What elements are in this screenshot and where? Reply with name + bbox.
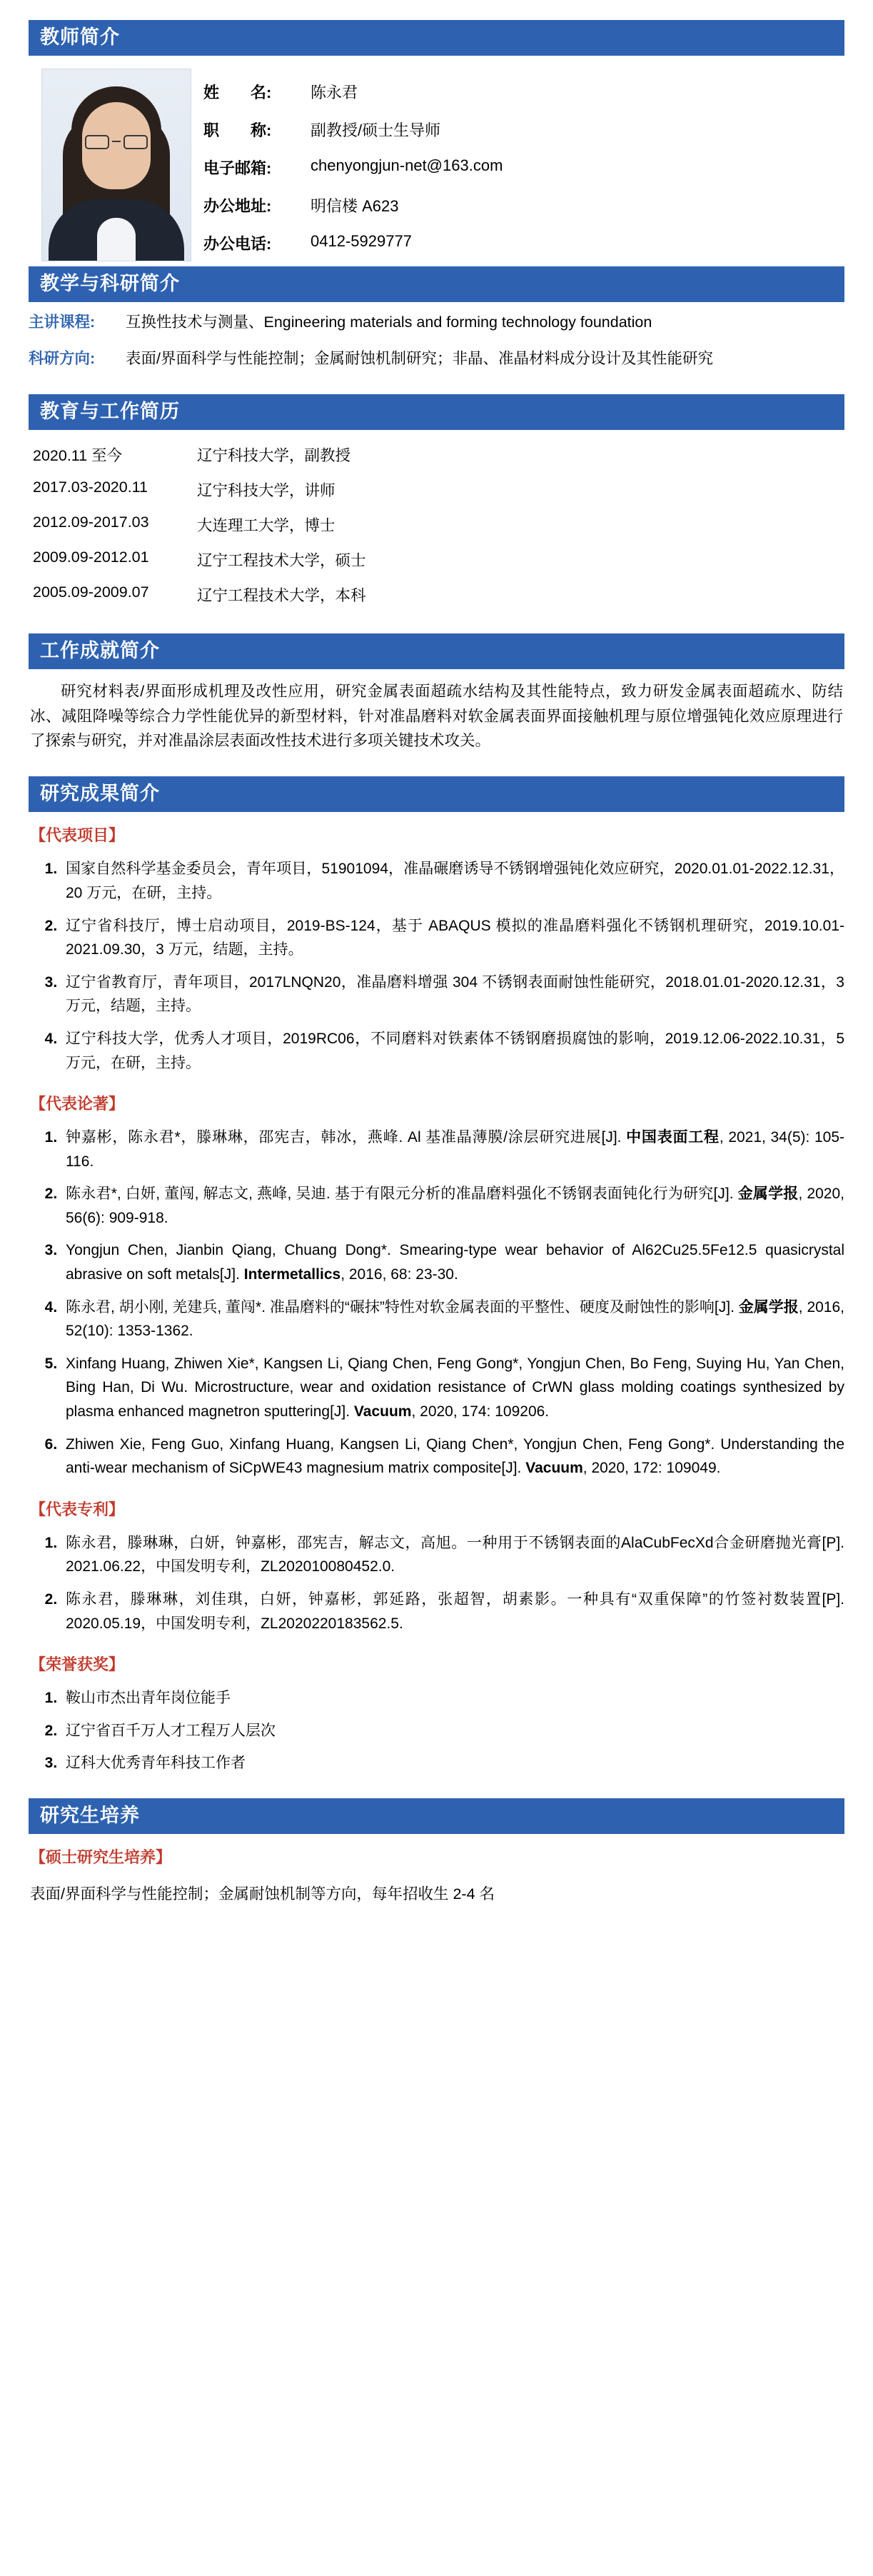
list-item: 2. 辽宁省科技厅，博士启动项目，2019-BS-124，基于 ABAQUS 模拟的准晶磨料强化不锈钢机理研究，2019.10.01-2021.09.30，3 万元，结题，主持。	[61, 910, 844, 966]
section-header-teaching-research: 教学与科研简介	[29, 266, 844, 302]
table-row	[203, 149, 844, 186]
education-list	[29, 430, 844, 615]
value-name: 陈永君	[311, 84, 358, 102]
paper-text-post: , 2020, 56(6): 909-918.	[66, 1186, 844, 1226]
list-item	[29, 542, 844, 577]
course-label: 主讲课程:	[29, 314, 96, 331]
section-header-achievement: 工作成就简介	[29, 633, 844, 669]
list-item	[29, 472, 844, 507]
value-title: 副教授/硕士生导师	[311, 121, 441, 140]
avatar	[41, 69, 191, 261]
list-item: 4. 辽宁科技大学，优秀人才项目，2019RC06，不同磨料对铁素体不锈钢磨损腐蚀的影响，2019.12.06-2022.10.31，5 万元，在研，主持。	[61, 1023, 844, 1079]
education-date: 2017.03-2020.11	[33, 478, 148, 496]
direction-label: 科研方向:	[29, 350, 96, 368]
list-item: 2. 辽宁省百千万人才工程万人层次	[61, 1715, 844, 1748]
label-name: 姓 名:	[203, 84, 272, 102]
section-header-education: 教育与工作简历	[29, 394, 844, 430]
value-email: chenyongjun-net@163.com	[311, 156, 503, 175]
label-email: 电子邮箱:	[203, 159, 272, 178]
paper-text-post: , 2020, 172: 109049.	[582, 1460, 721, 1477]
label-title: 职 称:	[203, 121, 272, 140]
paper-journal: Vacuum	[525, 1460, 583, 1477]
list-item	[61, 1121, 844, 1178]
paper-journal: Vacuum	[353, 1403, 412, 1420]
projects-list	[29, 853, 844, 1079]
list-item	[61, 1291, 844, 1348]
list-item: 3. 辽科大优秀青年科技工作者	[61, 1747, 844, 1780]
paper-journal: Intermetallics	[243, 1266, 341, 1283]
avatar-wrap	[29, 66, 203, 261]
section-header-results: 研究成果简介	[29, 776, 844, 812]
education-date: 2009.09-2012.01	[33, 548, 149, 566]
education-what: 大连理工大学，博士	[197, 516, 335, 534]
list-item: 1. 陈永君，滕琳琳，白妍，钟嘉彬，邵宪吉，解志文，高旭。一种用于不锈钢表面的AlaCubFecXd合金研磨抛光膏[P]. 2021.06.22，中国发明专利，ZL202010080452.0.	[61, 1527, 844, 1583]
paper-text-pre: 陈永君*, 白妍, 董闯, 解志文, 燕峰, 吴迪. 基于有限元分析的准晶磨料强化不锈钢表面钝化行为研究[J].	[66, 1186, 738, 1203]
paper-text-post: , 2021, 34(5): 105-116.	[66, 1129, 844, 1170]
education-date: 2020.11 至今	[33, 446, 123, 464]
education-date: 2005.09-2009.07	[33, 583, 149, 601]
education-what: 辽宁科技大学，讲师	[197, 481, 335, 499]
value-office: 明信楼 A623	[311, 197, 399, 216]
list-item	[29, 437, 844, 472]
paper-journal: 金属学报	[737, 1186, 799, 1203]
achievement-paragraph: 研究材料表/界面形成机理及改性应用，研究金属表面超疏水结构及其性能特点，致力研发金属表面超疏水、防结冰、减阻降噪等综合力学性能优异的新型材料，针对准晶磨料对软金属表面界面接触机理与原位增强钝化效应原理进行了探索与研究，并对准晶涂层表面改性技术进行多项关键技术攻关。	[30, 682, 843, 750]
subheading-papers: 【代表论著】	[30, 1095, 125, 1113]
list-item	[29, 577, 844, 612]
value-phone: 0412-5929777	[311, 232, 412, 251]
education-date: 2012.09-2017.03	[33, 513, 149, 531]
papers-list	[29, 1121, 844, 1485]
list-item	[29, 507, 844, 542]
glasses-icon	[84, 135, 149, 151]
profile-info-table	[203, 73, 844, 262]
master-text: 表面/界面科学与性能控制；金属耐蚀机制等方向，每年招收生 2-4 名	[30, 1885, 495, 1903]
section-header-graduate: 研究生培养	[29, 1798, 844, 1834]
subheading-projects: 【代表项目】	[30, 826, 125, 845]
paper-journal: 金属学报	[738, 1298, 799, 1315]
list-item	[61, 1348, 844, 1428]
patents-list	[29, 1527, 844, 1640]
subheading-patents: 【代表专利】	[30, 1500, 125, 1518]
label-phone: 办公电话:	[203, 235, 272, 254]
table-row	[203, 111, 844, 149]
avatar-shirt	[97, 218, 136, 261]
list-item	[61, 1234, 844, 1290]
paper-journal: 中国表面工程	[626, 1129, 720, 1146]
list-item	[61, 1428, 844, 1485]
paper-text-pre: Zhiwen Xie, Feng Guo, Xinfang Huang, Kangsen Li, Qiang Chen*, Yongjun Chen, Feng Gong*. Understanding the anti-wear mechanism of SiCpWE43 magnesium matrix composite[J].	[66, 1435, 844, 1477]
list-item: 3. 辽宁省教育厅，青年项目，2017LNQN20，准晶磨料增强 304 不锈钢表面耐蚀性能研究，2018.01.01-2020.12.31，3 万元，结题，主持。	[61, 966, 844, 1023]
profile-block	[29, 56, 844, 266]
paper-text-post: , 2016, 52(10): 1353-1362.	[66, 1298, 845, 1340]
direction-row	[29, 339, 844, 375]
list-item	[61, 1178, 844, 1234]
subheading-master: 【硕士研究生培养】	[30, 1848, 172, 1867]
list-item: 2. 陈永君，滕琳琳，刘佳琪，白妍，钟嘉彬，郭延路，张超智，胡素影。一种具有“双重保障”的竹签衬数装置[P]. 2020.05.19，中国发明专利，ZL2020220183562.5.	[61, 1583, 844, 1640]
label-office: 办公地址:	[203, 197, 272, 216]
table-row	[203, 224, 844, 262]
course-value: 互换性技术与测量、Engineering materials and forming technology foundation	[126, 314, 652, 331]
subheading-honors: 【荣誉获奖】	[30, 1655, 125, 1674]
paper-text-pre: Xinfang Huang, Zhiwen Xie*, Kangsen Li, Qiang Chen, Feng Gong*, Yongjun Chen, Bo Feng, Suying Hu, Yan Chen, Bing Han, Di Wu. Microstructure, wear and oxidation resistance of CrWN glass molding coatings synthesized by plasma enhanced magnetron sputtering[J].	[66, 1355, 844, 1420]
paper-text-pre: 钟嘉彬，陈永君*，滕琳琳，邵宪吉，韩冰，燕峰. Al 基准晶薄膜/涂层研究进展[J].	[66, 1129, 627, 1146]
table-row	[203, 186, 844, 224]
education-what: 辽宁科技大学，副教授	[197, 446, 351, 464]
table-row	[203, 73, 844, 111]
paper-text-pre: Yongjun Chen, Jianbin Qiang, Chuang Dong*. Smearing-type wear behavior of Al62Cu25.5Fe12.5 quasicrystal abrasive on soft metals[J].	[66, 1242, 844, 1283]
course-row	[29, 302, 844, 339]
paper-text-pre: 陈永君, 胡小刚, 羌建兵, 董闯*. 准晶磨料的“碾抹”特性对软金属表面的平整性、硬度及耐蚀性的影响[J].	[66, 1298, 739, 1315]
education-what: 辽宁工程技术大学，硕士	[197, 551, 366, 569]
paper-text-post: , 2020, 174: 109206.	[411, 1403, 550, 1420]
education-what: 辽宁工程技术大学，本科	[197, 586, 366, 604]
paper-text-post: , 2016, 68: 23-30.	[340, 1266, 458, 1283]
section-header-profile: 教师简介	[29, 20, 844, 56]
direction-value: 表面/界面科学与性能控制；金属耐蚀机制研究；非晶、准晶材料成分设计及其性能研究	[126, 350, 713, 368]
list-item: 1. 国家自然科学基金委员会，青年项目，51901094，准晶碾磨诱导不锈钢增强钝化效应研究，2020.01.01-2022.12.31，20 万元，在研，主持。	[61, 853, 844, 909]
honors-list	[29, 1682, 844, 1780]
list-item: 1. 鞍山市杰出青年岗位能手	[61, 1682, 844, 1715]
